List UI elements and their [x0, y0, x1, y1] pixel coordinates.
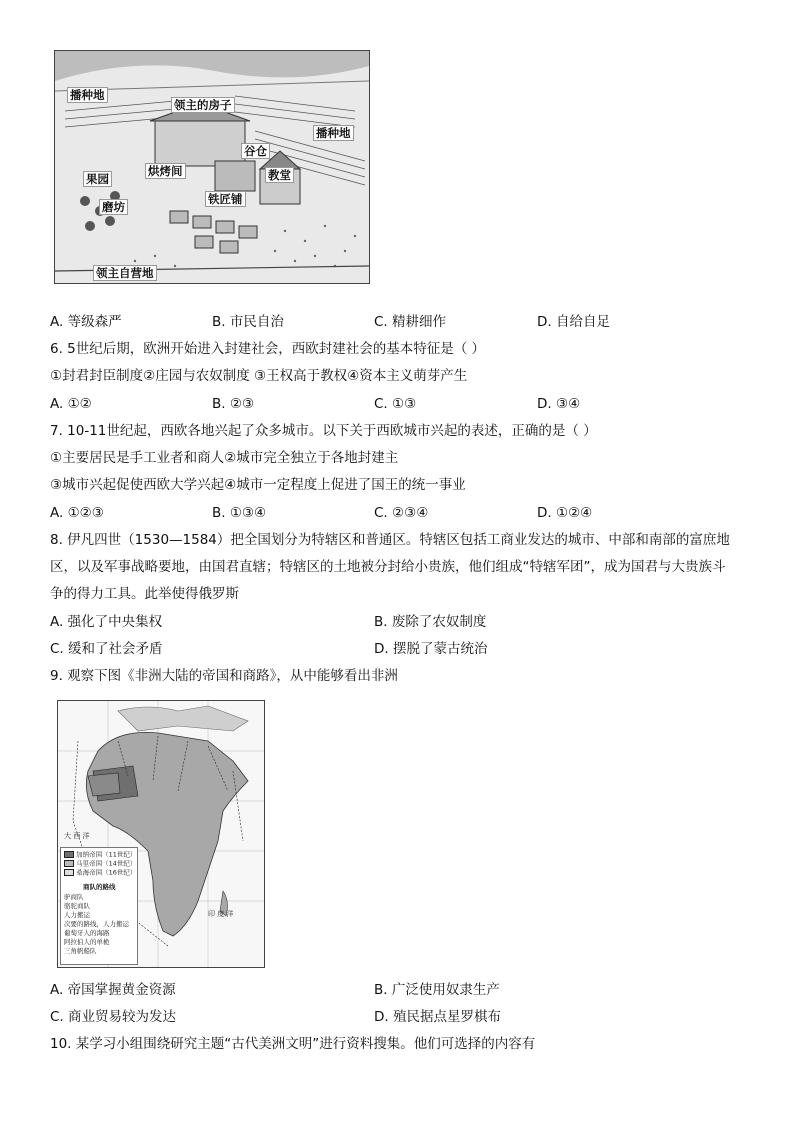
- route-arab-2: 三角帆船队: [64, 947, 97, 955]
- label-field-left: 播种地: [67, 87, 108, 103]
- legend-routes-title: 商队的路线: [83, 883, 116, 891]
- label-mill: 磨坊: [99, 199, 128, 215]
- q8-option-a[interactable]: A. 强化了中央集权: [50, 614, 163, 630]
- q8-line-3: 争的得力工具。此举使得俄罗斯: [50, 586, 239, 602]
- q7-statement-1: ①主要居民是手工业者和商人②城市完全独立于各地封建主: [50, 450, 399, 466]
- q8-option-d[interactable]: D. 摆脱了蒙古统治: [374, 641, 488, 657]
- q8-line-2: 区，以及军事战略要地，由国君直辖；特辖区的土地被分封给小贵族，他们组成“特辖军团”，成为国君与大贵族斗: [50, 559, 726, 575]
- q7-option-a[interactable]: A. ①②③: [50, 505, 104, 521]
- africa-trade-map: [57, 700, 265, 968]
- legend-ghana-label: 加纳帝国（11世纪）: [76, 850, 137, 859]
- legend-songhai-label: 桑海帝国（16世纪）: [76, 868, 137, 877]
- q9-option-a[interactable]: A. 帝国掌握黄金资源: [50, 982, 176, 998]
- route-arab-1: 阿拉伯人的单桅: [64, 938, 110, 946]
- label-bakery: 烘烤间: [145, 163, 186, 179]
- q5-option-c[interactable]: C. 精耕细作: [374, 314, 447, 330]
- legend-mali: [64, 860, 136, 868]
- manor-illustration: [54, 50, 370, 284]
- route-porter: 人力搬运: [64, 911, 90, 919]
- q7-option-d[interactable]: D. ①②④: [537, 505, 593, 521]
- label-granary: 谷仓: [241, 143, 270, 159]
- q6-option-d[interactable]: D. ③④: [537, 396, 581, 412]
- legend-songhai-swatch: [64, 869, 74, 876]
- q7-option-b[interactable]: B. ①③④: [212, 505, 267, 521]
- q5-option-d[interactable]: D. 自给自足: [537, 314, 610, 330]
- legend-songhai: [64, 869, 136, 877]
- map-indian-label: 印 度 洋: [208, 910, 234, 918]
- route-minor: 次要的路线，人力搬运: [64, 920, 129, 928]
- q9-option-c[interactable]: C. 商业贸易较为发达: [50, 1009, 177, 1025]
- label-orchard: 果园: [83, 171, 112, 187]
- q5-option-a[interactable]: A. 等级森严: [50, 314, 122, 330]
- label-smithy: 铁匠铺: [205, 191, 246, 207]
- route-portuguese: 葡萄牙人的海路: [64, 929, 110, 937]
- legend-mali-label: 马里帝国（14世纪）: [76, 859, 137, 868]
- q8-line-1: 8. 伊凡四世（1530—1584）把全国划分为特辖区和普通区。特辖区包括工商业发达的城市、中部和南部的富庶地: [50, 532, 730, 548]
- q6-stem: 6. 5世纪后期，欧洲开始进入封建社会，西欧封建社会的基本特征是（ ）: [50, 341, 486, 357]
- q9-stem: 9. 观察下图《非洲大陆的帝国和商路》，从中能够看出非洲: [50, 668, 398, 684]
- label-church: 教堂: [265, 167, 294, 183]
- q6-option-b[interactable]: B. ②③: [212, 396, 255, 412]
- manor-drawing: [55, 51, 369, 283]
- q10-stem: 10. 某学习小组围绕研究主题“古代美洲文明”进行资料搜集。他们可选择的内容有: [50, 1036, 536, 1052]
- q6-option-a[interactable]: A. ①②: [50, 396, 92, 412]
- route-donkey: 驴商队: [64, 893, 84, 901]
- legend-ghana-swatch: [64, 851, 74, 858]
- q9-option-d[interactable]: D. 殖民据点星罗棋布: [374, 1009, 501, 1025]
- q5-option-b[interactable]: B. 市民自治: [212, 314, 284, 330]
- q6-option-c[interactable]: C. ①③: [374, 396, 417, 412]
- map-atlantic-label: 大 西 洋: [64, 832, 90, 840]
- q9-option-b[interactable]: B. 广泛使用奴隶生产: [374, 982, 500, 998]
- q7-option-c[interactable]: C. ②③④: [374, 505, 429, 521]
- map-legend: [60, 847, 138, 965]
- label-lord-house: 领主的房子: [171, 97, 235, 113]
- legend-ghana: [64, 851, 136, 859]
- q7-stem: 7. 10-11世纪起，西欧各地兴起了众多城市。以下关于西欧城市兴起的表述，正确的是（ ）: [50, 423, 597, 439]
- q8-option-b[interactable]: B. 废除了农奴制度: [374, 614, 487, 630]
- legend-mali-swatch: [64, 860, 74, 867]
- label-field-right: 播种地: [313, 125, 354, 141]
- route-camel: 骆驼商队: [64, 902, 90, 910]
- q8-option-c[interactable]: C. 缓和了社会矛盾: [50, 641, 163, 657]
- label-demesne: 领主自营地: [93, 265, 157, 281]
- q6-statements: ①封君封臣制度②庄园与农奴制度 ③王权高于教权④资本主义萌芽产生: [50, 368, 468, 384]
- q7-statement-2: ③城市兴起促使西欧大学兴起④城市一定程度上促进了国王的统一事业: [50, 477, 466, 493]
